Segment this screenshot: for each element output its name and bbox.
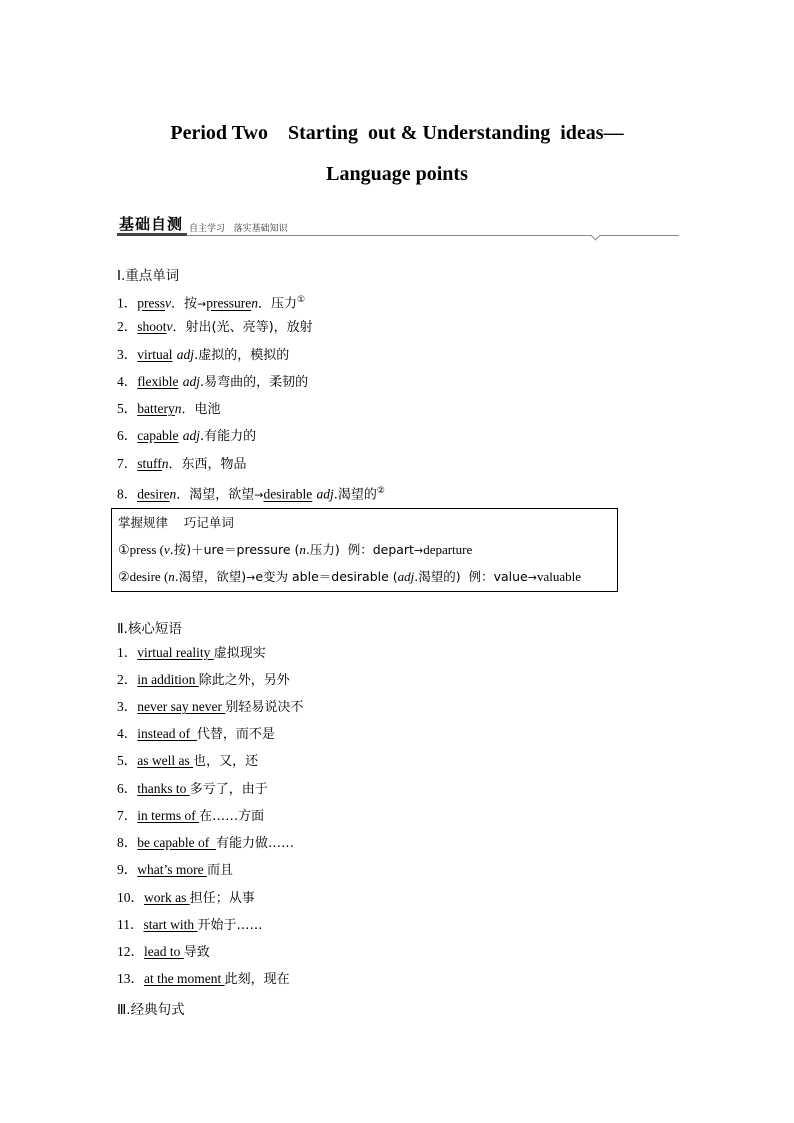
- rule-box-line1: ①press (v.按)＋ure＝pressure (n.压力) 例：depart→departure: [118, 542, 473, 557]
- phrase-item: 11．start with 开始于……: [117, 917, 263, 933]
- phrase-item: 7．in terms of 在……方面: [117, 808, 265, 824]
- phrase-item: 13．at the moment 此刻，现在: [117, 971, 290, 987]
- rule-box-line2: ②desire (n.渴望，欲望)→e变为 able＝desirable (adj.渴望的) 例：value→valuable: [118, 569, 581, 584]
- phrase-item: 9．what’s more 而且: [117, 862, 234, 878]
- word-item: 7．stuffn．东西，物品: [117, 456, 247, 472]
- phrase-item: 2．in addition 除此之外，另外: [117, 672, 290, 688]
- phrase-item: 3．never say never 别轻易说决不: [117, 699, 304, 715]
- banner-notch: [591, 231, 601, 241]
- word-item: 4．flexible adj.易弯曲的，柔韧的: [117, 374, 309, 390]
- phrase-item: 8．be capable of 有能力做……: [117, 835, 294, 851]
- section-banner: [117, 212, 679, 242]
- rule-box: [111, 508, 618, 592]
- phrase-item: 6．thanks to 多亏了，由于: [117, 781, 268, 797]
- phrase-item: 10．work as 担任；从事: [117, 890, 255, 906]
- rule-box-heading: 掌握规律 巧记单词: [118, 515, 234, 530]
- word-item: 5．batteryn．电池: [117, 401, 221, 417]
- phrase-item: 4．instead of 代替，而不是: [117, 726, 275, 742]
- word-item: 6．capable adj.有能力的: [117, 428, 257, 444]
- section-heading-sentences: Ⅲ.经典句式: [117, 1002, 185, 1018]
- phrase-item: 1．virtual reality 虚拟现实: [117, 645, 266, 661]
- banner-rule: [187, 235, 679, 236]
- page-title-line1: Period Two Starting out & Understanding ideas—: [170, 122, 624, 144]
- page-title-line2: Language points: [326, 163, 468, 185]
- phrase-item: 5．as well as 也，又，还: [117, 753, 259, 769]
- banner-bar: [117, 233, 187, 236]
- banner-subtitle: 自主学习 落实基础知识: [189, 224, 288, 234]
- word-item: 8．desiren．渴望，欲望→desirable adj.渴望的②: [117, 486, 385, 503]
- word-item: 2．shootv．射出(光、亮等)，放射: [117, 319, 313, 335]
- word-item: 1．pressv．按→pressuren．压力①: [117, 295, 306, 312]
- word-item: 3．virtual adj.虚拟的，模拟的: [117, 347, 290, 363]
- phrase-item: 12．lead to 导致: [117, 944, 210, 960]
- banner-title: 基础自测: [119, 215, 184, 233]
- section-heading-words: Ⅰ.重点单词: [117, 268, 180, 284]
- section-heading-phrases: Ⅱ.核心短语: [117, 621, 182, 637]
